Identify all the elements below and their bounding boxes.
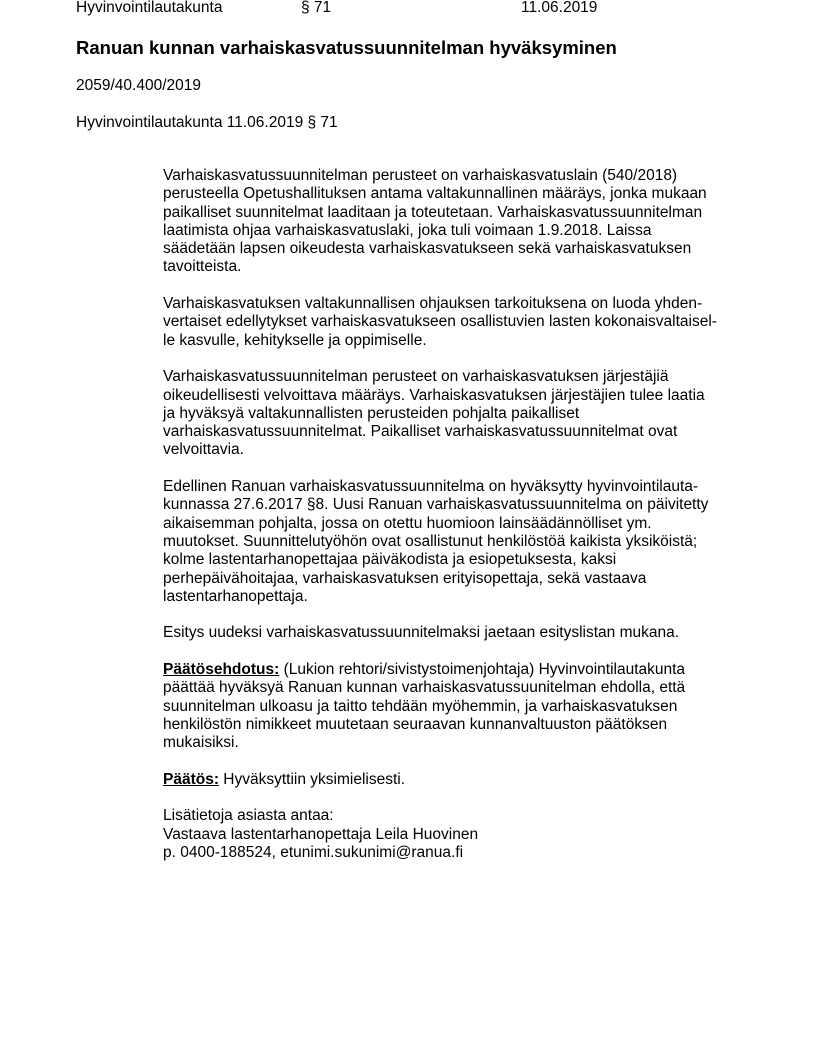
decision-label: Päätös: — [163, 770, 219, 788]
contact-details: p. 0400-188524, etunimi.sukunimi@ranua.fi — [163, 843, 464, 861]
paragraph-line: säädetään lapsen oikeudesta varhaiskasvatukseen sekä varhaiskasvatuksen — [163, 240, 692, 258]
paragraph-line: kunnassa 27.6.2017 §8. Uusi Ranuan varhaiskasvatussuunnitelma on päivitetty — [163, 496, 709, 514]
paragraph-line: aikaisemman pohjalta, jossa on otettu huomioon lainsäädännölliset ym. — [163, 514, 652, 532]
paragraph-line: varhaiskasvatussuunnitelmat. Paikalliset varhaiskasvatussuunnitelmat ovat — [163, 423, 678, 441]
paragraph-purpose — [163, 295, 763, 350]
proposal-line: päättää hyväksyä Ranuan kunnan varhaiskasvatussuunitelman ehdolla, että — [163, 679, 686, 697]
proposal-line: suunnitelman ulkoasu ja taitto tehdään myöhemmin, ja varhaiskasvatuksen — [163, 697, 678, 715]
paragraph-line: Varhaiskasvatussuunnitelman perusteet on varhaiskasvatuksen järjestäjiä — [163, 368, 669, 386]
paragraph-line: Varhaiskasvatussuunnitelman perusteet on varhaiskasvatuslain (540/2018) — [163, 167, 678, 184]
contact-person: Vastaava lastentarhanopettaja Leila Huovinen — [163, 825, 479, 843]
proposal-first-line — [163, 661, 763, 679]
paragraph-line: Esitys uudeksi varhaiskasvatussuunnitelmaksi jaetaan esityslistan mukana. — [163, 624, 680, 642]
decision-text: Hyväksyttiin yksimielisesti. — [219, 770, 406, 788]
paragraph-history — [163, 478, 763, 606]
proposal-line: henkilöstön nimikkeet muutetaan seuraavan kunnanvaltuuston päätöksen — [163, 715, 668, 733]
proposal-section — [163, 661, 763, 752]
contact-section — [163, 807, 763, 862]
decision-line — [163, 771, 763, 789]
paragraph-background — [163, 167, 763, 277]
paragraph-line: paikalliset suunnitelmat laaditaan ja toteutetaan. Varhaiskasvatussuunnitelman — [163, 203, 703, 221]
paragraph-obligation — [163, 368, 763, 459]
paragraph-line: ja hyväksyä valtakunnallisten perusteiden pohjalta paikalliset — [163, 404, 580, 422]
proposal-label: Päätösehdotus: — [163, 661, 280, 679]
paragraph-line: perusteella Opetushallituksen antama valtakunnallinen määräys, jonka mukaan — [163, 185, 707, 203]
paragraph-line: tavoitteista. — [163, 258, 242, 276]
paragraph-line: le kasvulle, kehitykselle ja oppimiselle. — [163, 331, 427, 349]
page-title: Ranuan kunnan varhaiskasvatussuunnitelman hyväksyminen — [76, 37, 617, 58]
paragraph-line: Edellinen Ranuan varhaiskasvatussuunnitelma on hyväksytty hyvinvointilauta- — [163, 478, 699, 496]
proposal-line: mukaisiksi. — [163, 734, 239, 752]
document-body — [163, 167, 763, 881]
proposal-text: (Lukion rehtori/sivistystoimenjohtaja) Hyvinvointilautakunta — [279, 661, 686, 679]
header-committee: Hyvinvointilautakunta — [76, 0, 223, 16]
decision-section — [163, 771, 763, 789]
meeting-reference: Hyvinvointilautakunta 11.06.2019 § 71 — [76, 114, 338, 131]
paragraph-attachment — [163, 624, 763, 642]
paragraph-line: kolme lastentarhanopettajaa päiväkodista ja esiopetuksesta, kaksi — [163, 551, 617, 569]
document-number: 2059/40.400/2019 — [76, 77, 201, 94]
paragraph-line: lastentarhanopettaja. — [163, 587, 308, 605]
paragraph-line: muutokset. Suunnittelutyöhön ovat osallistunut henkilöstöä kaikista yksiköistä; — [163, 532, 698, 550]
paragraph-line: velvoittavia. — [163, 441, 244, 459]
paragraph-line: oikeudellisesti velvoittava määräys. Varhaiskasvatuksen järjestäjien tulee laatia — [163, 386, 705, 404]
paragraph-line: laatimista ohjaa varhaiskasvatuslaki, joka tuli voimaan 1.9.2018. Laissa — [163, 221, 652, 239]
header-section: § 71 — [301, 0, 332, 16]
paragraph-line: perhepäivähoitajaa, varhaiskasvatuksen erityisopettaja, sekä vastaava — [163, 569, 647, 587]
contact-intro: Lisätietoja asiasta antaa: — [163, 807, 334, 825]
paragraph-line: Varhaiskasvatuksen valtakunnallisen ohjauksen tarkoituksena on luoda yhden- — [163, 295, 703, 313]
paragraph-line: vertaiset edellytykset varhaiskasvatukseen osallistuvien lasten kokonaisvaltaisel- — [163, 313, 717, 331]
header-date: 11.06.2019 — [521, 0, 598, 16]
